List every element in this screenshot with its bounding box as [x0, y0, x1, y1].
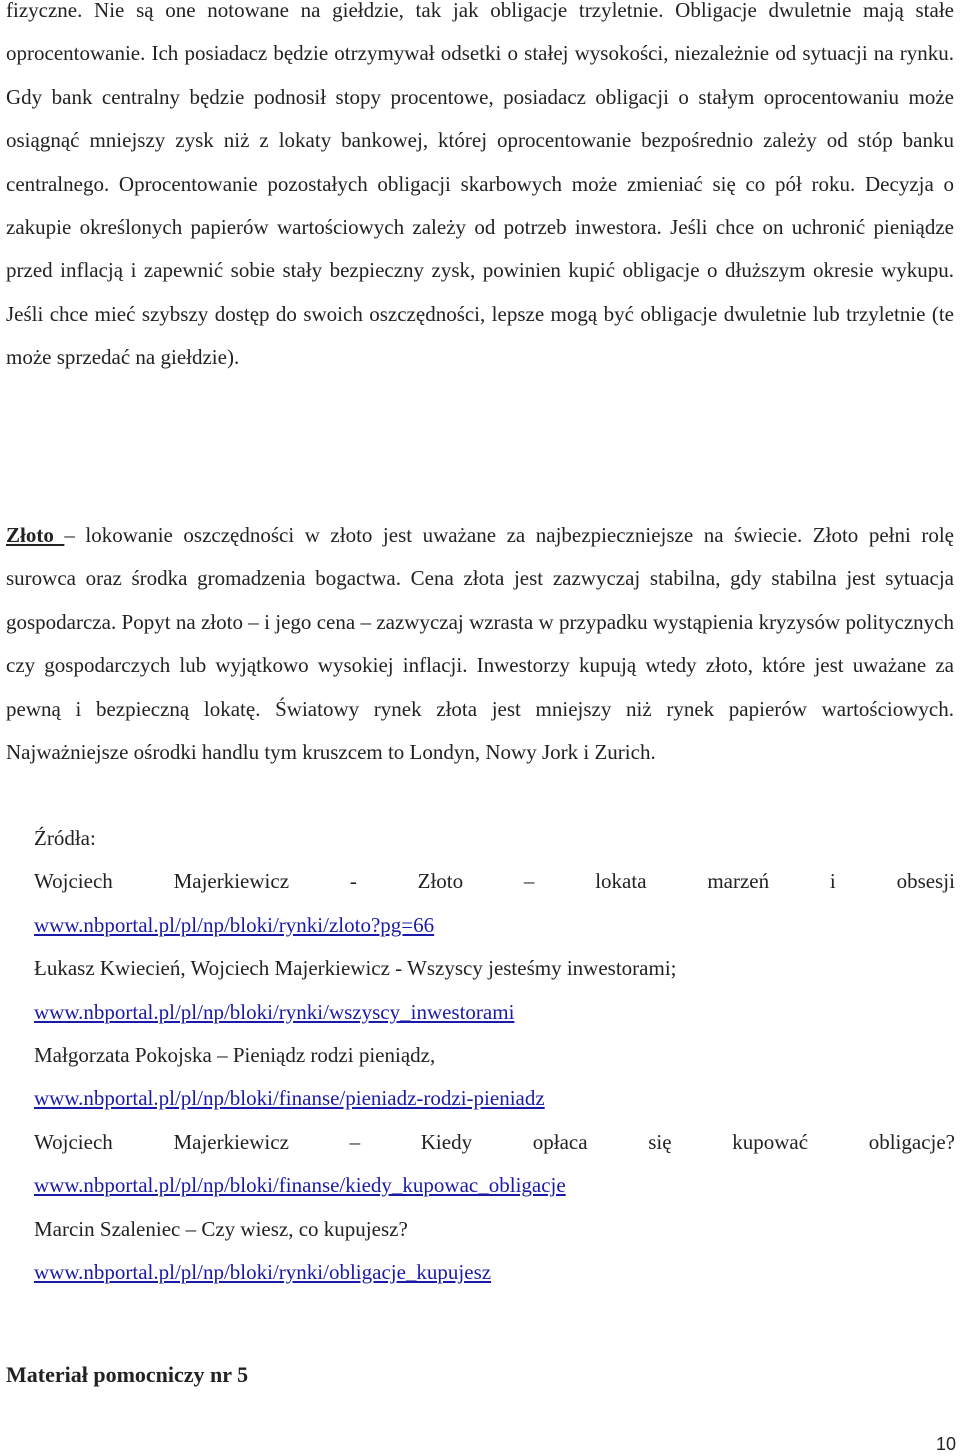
gold-heading: Złoto	[6, 523, 65, 547]
sources-section	[34, 817, 955, 1294]
source-2-link[interactable]: www.nbportal.pl/pl/np/bloki/rynki/wszyscy_inwestorami	[34, 999, 515, 1024]
gold-paragraph	[6, 514, 954, 774]
source-1-title: Wojciech Majerkiewicz - Złoto – lokata marzeń i obsesji	[34, 869, 955, 894]
source-4-title: Wojciech Majerkiewicz – Kiedy opłaca się kupować obligacje?	[34, 1129, 955, 1154]
source-5-title: Marcin Szaleniec – Czy wiesz, co kupujesz?	[34, 1216, 408, 1241]
source-3-link[interactable]: www.nbportal.pl/pl/np/bloki/finanse/pieniadz-rodzi-pieniadz	[34, 1086, 545, 1111]
source-5-link[interactable]: www.nbportal.pl/pl/np/bloki/rynki/obligacje_kupujesz	[34, 1259, 492, 1284]
page-number: 10	[935, 1434, 956, 1454]
material-heading: Materiał pomocniczy nr 5	[6, 1362, 249, 1387]
bonds-paragraph: fizyczne. Nie są one notowane na giełdzie, tak jak obligacje trzyletnie. Obligacje dwuletnie mają stałe oprocentowanie. Ich posiadacz będzie otrzymywał odsetki o stałej wysokości, niezależnie od sytuacji na rynku. Gdy bank centralny będzie podnosił stopy procentowe, posiadacz obligacji o stałym oprocentowaniu może osiągnąć mniejszy zysk niż z lokaty bankowej, której oprocentowanie bezpośrednio zależy od stóp banku centralnego. Oprocentowanie pozostałych obligacji skarbowych może zmieniać się co pół roku. Decyzja o zakupie określonych papierów wartościowych zależy od potrzeb inwestora. Jeśli chce on uchronić pieniądze przed inflacją i zapewnić sobie stały bezpieczny zysk, powinien kupić obligacje o dłuższym okresie wykupu. Jeśli chce mieć szybszy dostęp do swoich oszczędności, lepsze mogą być obligacje dwuletnie lub trzyletnie (te może sprzedać na giełdzie).	[6, 0, 954, 370]
source-3-title: Małgorzata Pokojska – Pieniądz rodzi pieniądz,	[34, 1042, 436, 1067]
gold-text: – lokowanie oszczędności w złoto jest uważane za najbezpieczniejsze na świecie. Złoto pełni rolę surowca oraz środka gromadzenia bogactwa. Cena złota jest zazwyczaj stabilna, gdy stabilna jest sytuacja gospodarcza. Popyt na złoto – i jego cena – zazwyczaj wzrasta w przypadku wystąpienia kryzysów politycznych czy gospodarczych lub wyjątkowo wysokiej inflacji. Inwestorzy kupują wtedy złoto, które jest uważane za pewną i bezpieczną lokatę. Światowy rynek złota jest mniejszy niż rynek papierów wartościowych. Najważniejsze ośrodki handlu tym kruszcem to Londyn, Nowy Jork i Zurich.	[6, 523, 954, 765]
source-4-link[interactable]: www.nbportal.pl/pl/np/bloki/finanse/kiedy_kupowac_obligacje	[34, 1173, 566, 1198]
sources-heading: Źródła:	[34, 826, 96, 850]
source-1-link[interactable]: www.nbportal.pl/pl/np/bloki/rynki/zloto?pg=66	[34, 912, 435, 937]
source-2-title: Łukasz Kwiecień, Wojciech Majerkiewicz - Wszyscy jesteśmy inwestorami;	[34, 956, 677, 981]
